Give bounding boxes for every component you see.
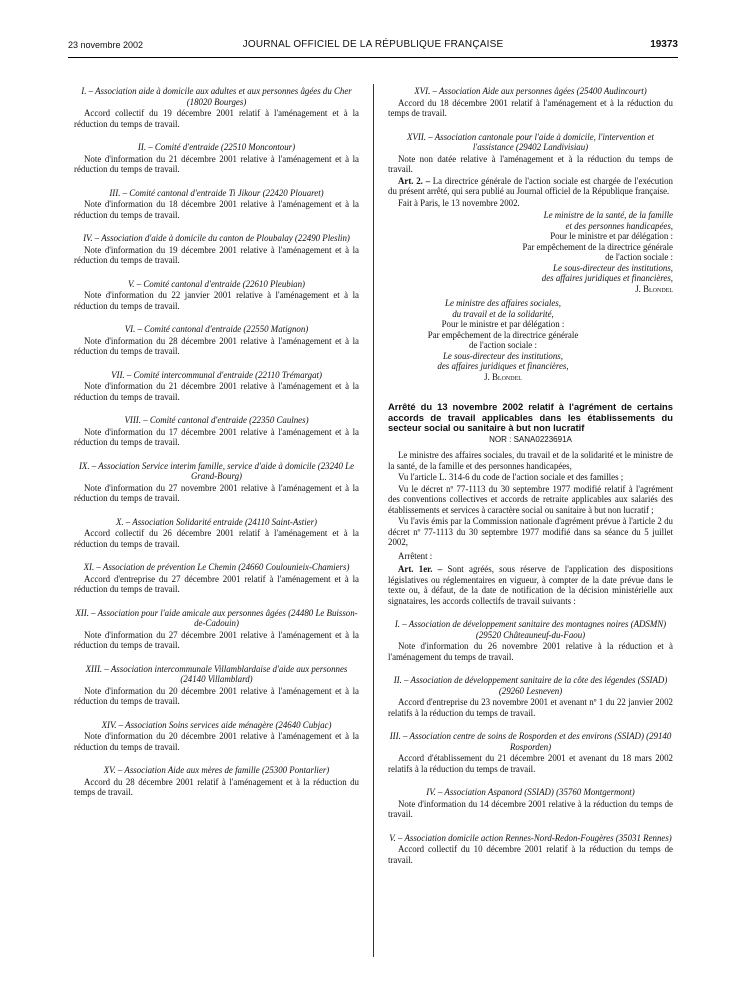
header-page-number: 19373	[650, 39, 678, 50]
entry-block	[74, 86, 359, 129]
entry-text: Accord collectif du 26 décembre 2001 relatif à l'aménagement et à la réduction du temps de travail.	[74, 528, 359, 549]
signature-line: Le sous-directeur des institutions,	[553, 262, 673, 273]
entry-heading: VI. – Comité cantonal d'entraide (22550 Matignon)	[124, 324, 309, 334]
entry-heading: IV. – Association Aspanord (SSIAD) (35760 Montgermont)	[426, 787, 635, 797]
entry-text: Note d'information du 17 décembre 2001 relative à l'aménagement et à la réduction du temps de travail.	[74, 426, 359, 447]
entry-block	[388, 132, 673, 175]
entry-block	[388, 619, 673, 662]
article-1	[388, 564, 673, 606]
arrete-intro: Le ministre des affaires sociales, du travail et de la solidarité et le ministre de la santé, de la famille et des personnes handicapées,	[388, 450, 673, 471]
entry-heading: XI. – Association de prévention Le Chemin (24660 Coulounieix-Chamiers)	[83, 562, 350, 572]
entry-text: Note d'information du 19 décembre 2001 relative à l'aménagement et à la réduction du temps de travail.	[74, 244, 359, 265]
arrete-title: Arrêté du 13 novembre 2002 relatif à l'agrément de certains accords de travail applicables dans les établissements du secteur social ou sanitaire à but non lucratif	[388, 401, 673, 433]
signature-line: de l'action sociale :	[605, 252, 673, 262]
entry-text: Accord d'établissement du 21 décembre 2001 et avenant du 18 mars 2002 relatifs à la réduction du temps de travail.	[388, 753, 673, 774]
entry-heading: XIII. – Association intercommunale Villamblardaise d'aide aux personnes (24140 Villamblard)	[85, 663, 348, 684]
entry-heading: XII. – Association pour l'aide amicale aux personnes âgées (24480 Le Buisson-de-Cadouin)	[75, 607, 358, 628]
signature-line: de l'action sociale :	[469, 340, 537, 350]
entry-block	[74, 188, 359, 221]
entry-block	[74, 370, 359, 403]
article-1-label: Art. 1er. –	[398, 564, 443, 574]
entry-block	[388, 675, 673, 718]
signature-block-2	[388, 298, 618, 382]
header-title: JOURNAL OFFICIEL DE LA RÉPUBLIQUE FRANÇAISE	[242, 39, 504, 50]
vu-paragraph: Vu l'article L. 314-6 du code de l'action sociale et des familles ;	[398, 472, 624, 482]
entry-text: Accord du 28 décembre 2001 relatif à l'aménagement et à la réduction du temps de travail.	[74, 776, 359, 797]
entry-text: Note non datée relative à l'aménagement et à la réduction du temps de travail.	[388, 153, 673, 174]
signature-line: Pour le ministre et par délégation :	[550, 231, 673, 241]
entry-block	[74, 324, 359, 357]
entry-block	[388, 731, 673, 774]
entry-block	[74, 720, 359, 753]
article-2	[388, 176, 673, 197]
arrete-section	[388, 402, 673, 606]
signature-line: des affaires juridiques et financières,	[541, 273, 673, 283]
entry-text: Accord du 18 décembre 2001 relatif à l'aménagement et à la réduction du temps de travail.	[388, 97, 673, 118]
entry-text: Note d'information du 18 décembre 2001 relative à l'aménagement et à la réduction du temps de travail.	[74, 199, 359, 220]
entry-block	[74, 765, 359, 798]
entry-block	[74, 562, 359, 595]
entry-text: Accord collectif du 10 décembre 2001 relatif à la réduction du temps de travail.	[388, 844, 673, 865]
vu-paragraph: Vu l'avis émis par la Commission nationale d'agrément prévue à l'article 2 du décret nº 77-1113 du 30 septembre 1977 modifié dans sa séance du 5 juillet 2002,	[388, 516, 673, 547]
entry-text: Note d'information du 21 décembre 2001 relative à l'aménagement et à la réduction du temps de travail.	[74, 381, 359, 402]
entry-heading: I. – Association de développement sanitaire des montagnes noires (ADSMN) (29520 Châteauneuf-du-Faou)	[394, 619, 667, 640]
signature-line: du travail et de la solidarité,	[452, 308, 554, 319]
entry-text: Note d'information du 14 décembre 2001 relative à la réduction du temps de travail.	[388, 798, 673, 819]
entry-text: Accord d'entreprise du 27 décembre 2001 relatif à l'aménagement et à la réduction du temps de travail.	[74, 573, 359, 594]
entry-heading: X. – Association Solidarité entraide (24110 Saint-Astier)	[115, 516, 318, 527]
entry-text: Note d'information du 27 décembre 2001 relative à l'aménagement et à la réduction du temps de travail.	[74, 629, 359, 650]
entry-heading: V. – Comité cantonal d'entraide (22610 Pleubian)	[128, 278, 305, 289]
entry-heading: XIV. – Association Soins services aide ménagère (24640 Cubjac)	[101, 719, 332, 730]
entry-text: Note d'information du 22 janvier 2001 relative à l'aménagement et à la réduction du temps de travail.	[74, 290, 359, 311]
entry-heading: III. – Association centre de soins de Rosporden et des environs (SSIAD) (29140 Rosporden)	[389, 731, 672, 752]
entry-text: Accord collectif du 19 décembre 2001 relatif à l'aménagement et à la réduction du temps de travail.	[74, 108, 359, 129]
entry-heading: IV. – Association d'aide à domicile du canton de Ploubalay (22490 Pleslin)	[83, 233, 350, 243]
entry-heading: IX. – Association Service interim famille, service d'aide à domicile (23240 Le Grand-Bourg)	[78, 460, 355, 481]
arretent: Arrêtent :	[398, 550, 433, 561]
entry-block	[74, 664, 359, 707]
entry-text: Accord d'entreprise du 23 novembre 2001 et avenant nº 1 du 22 janvier 2002 relatifs à la réduction du temps de travail.	[388, 697, 673, 718]
entry-heading: V. – Association domicile action Rennes-Nord-Redon-Fougères (35031 Rennes)	[389, 832, 672, 843]
signature-line: Le ministre des affaires sociales,	[445, 298, 561, 308]
entry-text: Note d'information du 26 novembre 2001 relative à la réduction et à l'aménagement du temps de travail.	[388, 641, 673, 662]
entry-block	[388, 86, 673, 119]
header-date: 23 novembre 2002	[68, 40, 144, 50]
entry-text: Note d'information du 27 novembre 2001 relative à l'aménagement et à la réduction du temps de travail.	[74, 482, 359, 503]
entry-heading: XVII. – Association cantonale pour l'aide à domicile, l'intervention et l'assistance (29402 Landivisiau)	[407, 131, 654, 152]
entry-heading: III. – Comité cantonal d'entraide Ti Jikour (22420 Plouaret)	[109, 187, 324, 198]
article-1-text: Sont agréés, sous réserve de l'application des dispositions législatives ou réglementaires en vigueur, à compter de la date prévue dans le texte ou, à défaut, de la date de notification de la décision ministérielle aux signataires, les accords collectifs de travail suivants :	[388, 564, 673, 606]
entry-heading: XVI. – Association Aide aux personnes âgées (25400 Audincourt)	[414, 86, 647, 96]
place-date: Fait à Paris, le 13 novembre 2002.	[398, 197, 520, 208]
entry-text: Note d'information du 20 décembre 2001 relative à l'aménagement et à la réduction du temps de travail.	[74, 731, 359, 752]
signature-line: des affaires juridiques et financières,	[437, 361, 569, 371]
entry-block	[74, 517, 359, 550]
left-column	[74, 86, 359, 798]
entry-heading: II. – Association de développement sanitaire de la côte des légendes (SSIAD) (29260 Lesneven)	[393, 675, 668, 696]
entry-block	[74, 608, 359, 651]
nor-reference: NOR : SANA0223691A	[489, 434, 572, 444]
vu-paragraph: Vu le décret nº 77-1113 du 30 septembre 1977 modifié relatif à l'agrément des conventions collectives et accords de retraite applicables aux salariés des établissements et services à caractère social ou sanitaire à but non lucratif ;	[388, 483, 673, 515]
signature-name: J. Blondel	[635, 283, 673, 294]
signature-line: Le ministre de la santé, de la famille	[543, 210, 673, 220]
header-rule	[68, 57, 678, 58]
signature-name: J. Blondel	[484, 371, 522, 382]
entry-block	[388, 833, 673, 866]
signature-line: Le sous-directeur des institutions,	[443, 350, 563, 361]
entry-block	[74, 142, 359, 175]
signature-line: Par empêchement de la directrice générale	[522, 241, 673, 252]
entry-text: Note d'information du 20 décembre 2001 relative à l'aménagement et à la réduction du temps de travail.	[74, 685, 359, 706]
entry-text: Note d'information du 28 décembre 2001 relative à l'aménagement et à la réduction du temps de travail.	[74, 335, 359, 356]
entry-text: Note d'information du 21 décembre 2001 relative à l'aménagement et à la réduction du temps de travail.	[74, 153, 359, 174]
column-divider	[373, 84, 374, 957]
entry-block	[388, 787, 673, 820]
entry-heading: I. – Association aide à domicile aux adultes et aux personnes âgées du Cher (18020 Bourges)	[81, 86, 352, 107]
entry-block	[74, 233, 359, 266]
signature-line: Par empêchement de la directrice générale	[427, 329, 579, 340]
article-2-label: Art. 2. –	[398, 175, 431, 186]
entry-block	[74, 279, 359, 312]
signature-block-1	[388, 210, 673, 294]
entry-heading: VIII. – Comité cantonal d'entraide (22350 Caulnes)	[124, 415, 309, 425]
article-2-text: La directrice générale de l'action sociale est chargée de l'exécution du présent arrêté, qui sera publié au Journal officiel de la République française.	[388, 175, 673, 196]
signature-line: et des personnes handicapées,	[565, 220, 673, 231]
right-column	[388, 86, 673, 865]
entry-heading: II. – Comité d'entraide (22510 Moncontour)	[137, 142, 296, 152]
entry-heading: XV. – Association Aide aux mères de famille (25300 Pontarlier)	[103, 765, 330, 775]
entry-block	[74, 461, 359, 504]
entry-block	[74, 415, 359, 448]
signature-line: Pour le ministre et par délégation :	[441, 319, 565, 329]
entry-heading: VII. – Comité intercommunal d'entraide (22110 Trémargat)	[111, 369, 322, 380]
